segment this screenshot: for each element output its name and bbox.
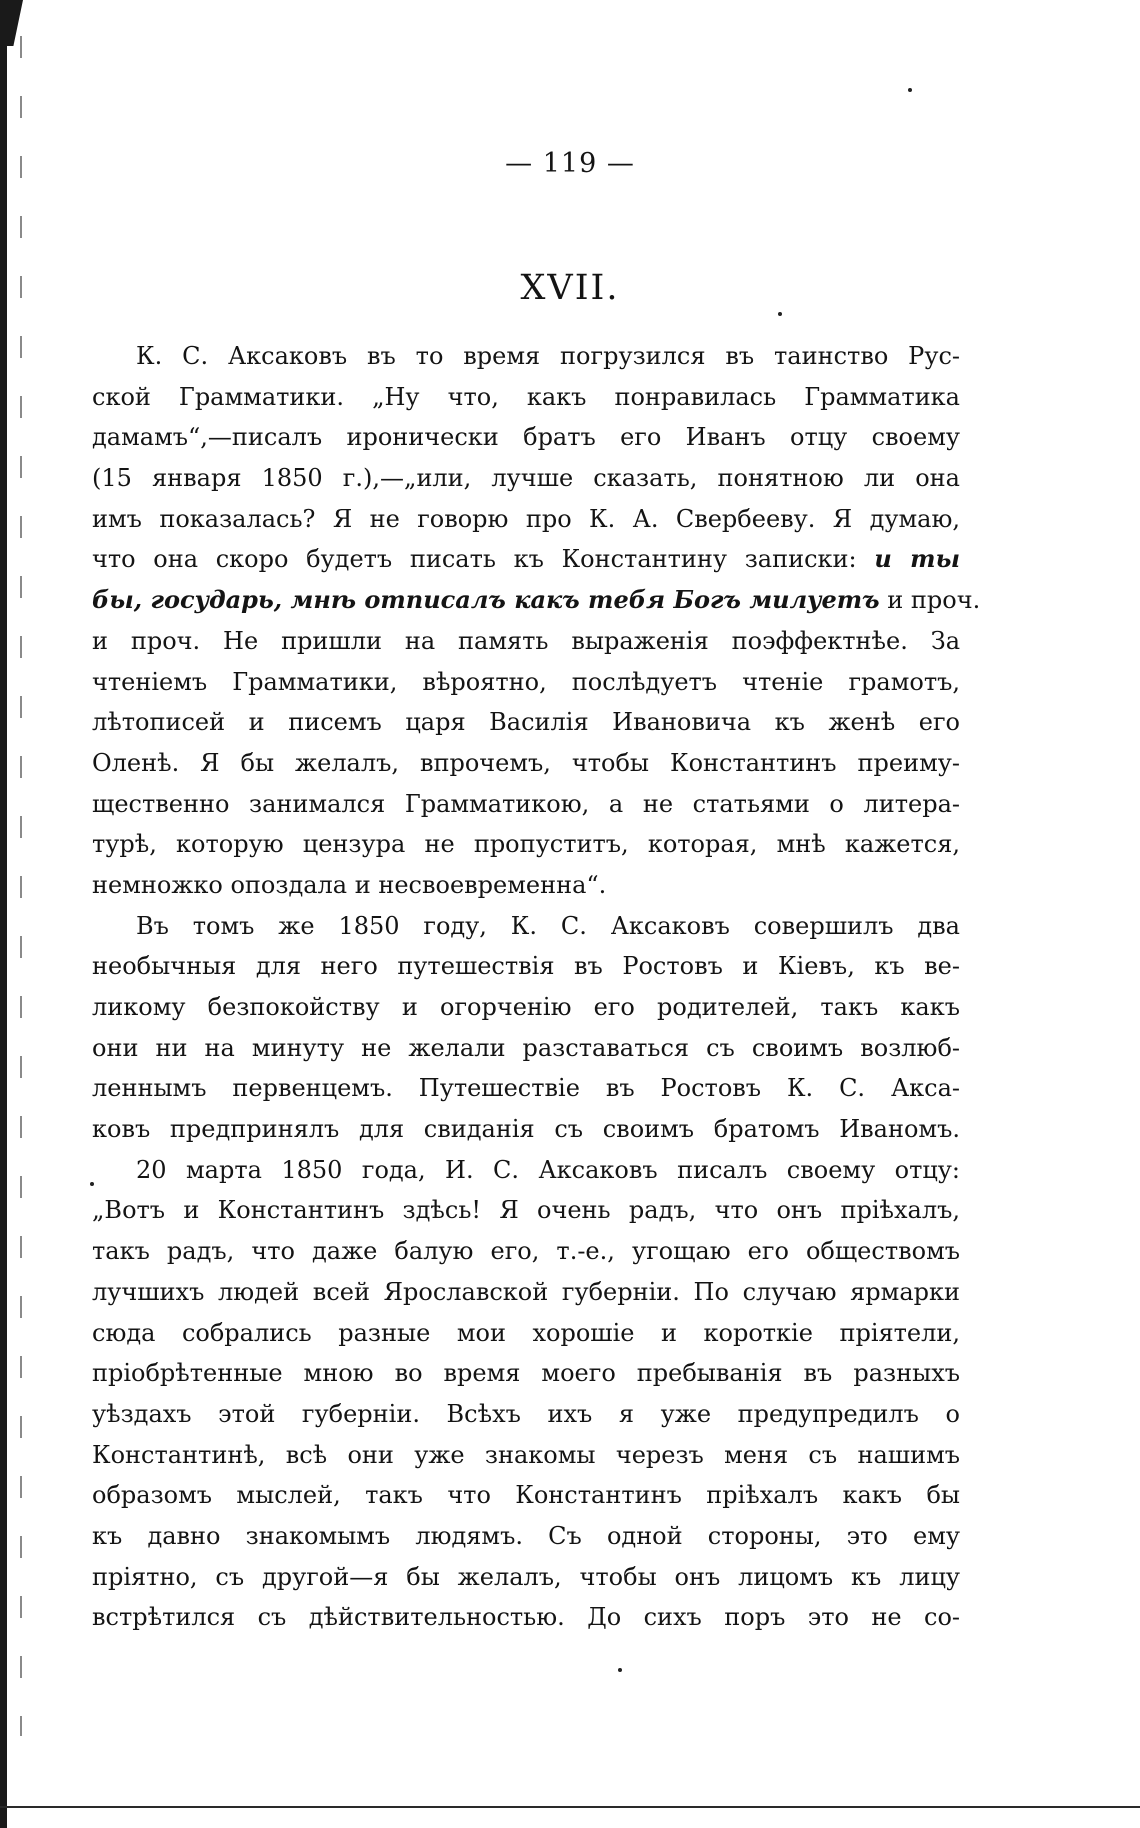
text-line: К. С. Аксаковъ въ то время погрузился въ таинство Рус- [136,342,960,370]
text-line-segment: что она скоро будетъ писать къ Константину записки: [92,545,857,574]
scan-speck [618,1668,622,1672]
text-line: такъ радъ, что даже балую его, т.-е., угощаю его обществомъ [92,1237,960,1266]
text-line: ской Грамматики. „Ну что, какъ понравилась Грамматика [92,382,960,411]
text-line: леннымъ первенцемъ. Путешествіе въ Ростовъ К. С. Акса- [92,1074,960,1103]
text-line: лучшихъ людей всей Ярославской губерніи. По случаю ярмарки [92,1277,960,1306]
text-line: пріобрѣтенные мною во время моего пребыванія въ разныхъ [92,1359,960,1388]
text-line: дамамъ“,—писалъ иронически братъ его Иванъ отцу своему [92,423,960,452]
text-line-with-italic [92,580,981,621]
text-line: чтеніемъ Грамматики, вѣроятно, послѣдуетъ чтеніе грамотъ, [92,667,960,696]
italic-phrase: и ты [874,544,960,574]
text-line: встрѣтился съ дѣйствительностью. До сихъ поръ это не со- [92,1603,960,1632]
text-line: Константинѣ, всѣ они уже знакомы черезъ меня съ нашимъ [92,1440,960,1469]
text-line: ликому безпокойству и огорченію его родителей, такъ какъ [92,993,960,1021]
text-line: „Вотъ и Константинъ здѣсь! Я очень радъ, что онъ пріѣхалъ, [92,1196,960,1225]
text-line: пріятно, съ другой—я бы желалъ, чтобы онъ лицомъ къ лицу [92,1562,960,1591]
text-line-segment: и проч. [887,586,981,615]
text-line: 20 марта 1850 года, И. С. Аксаковъ писалъ своему отцу: [136,1155,960,1184]
page-number: — 119 — [505,148,635,179]
scan-speck [778,312,782,316]
scan-speck [908,88,912,92]
text-line: щественно занимался Грамматикою, а не статьями о литера- [92,789,960,818]
chapter-heading: XVII. [520,268,620,308]
text-line: имъ показалась? Я не говорю про К. А. Свербееву. Я думаю, [92,504,960,533]
italic-phrase: бы, государь, мнѣ отписалъ какъ тебя Богъ милуетъ [92,585,880,615]
text-line: ковъ предпринялъ для свиданія съ своимъ братомъ Иваномъ. [92,1115,960,1144]
scan-bottom-edge [0,1806,1140,1808]
text-line: Оленѣ. Я бы желалъ, впрочемъ, чтобы Константинъ преиму- [92,748,960,777]
text-line: къ давно знакомымъ людямъ. Съ одной стороны, это ему [92,1521,960,1550]
text-line: (15 января 1850 г.),—„или, лучше сказать, понятною ли она [92,464,960,493]
text-line: образомъ мыслей, такъ что Константинъ пріѣхалъ какъ бы [92,1481,960,1510]
text-line: необычныя для него путешествія въ Ростовъ и Кіевъ, къ ве- [92,952,960,981]
text-line: и проч. Не пришли на память выраженія поэффектнѣе. За [92,626,960,655]
body-text [92,336,981,1638]
text-line: немножко опоздала и несвоевременна“. [92,870,607,899]
text-line: турѣ, которую цензура не пропуститъ, которая, мнѣ кажется, [92,830,960,859]
text-line: уѣздахъ этой губерніи. Всѣхъ ихъ я уже предупредилъ о [92,1399,960,1428]
text-line: лѣтописей и писемъ царя Василія Ивановича къ женѣ его [92,708,960,737]
text-line: Въ томъ же 1850 году, К. С. Аксаковъ совершилъ два [136,911,960,940]
text-line: сюда собрались разные мои хорошіе и короткіе пріятели, [92,1318,960,1347]
text-line: они ни на минуту не желали разставаться съ своимъ возлюб- [92,1033,960,1062]
text-line-with-italic [92,539,960,580]
